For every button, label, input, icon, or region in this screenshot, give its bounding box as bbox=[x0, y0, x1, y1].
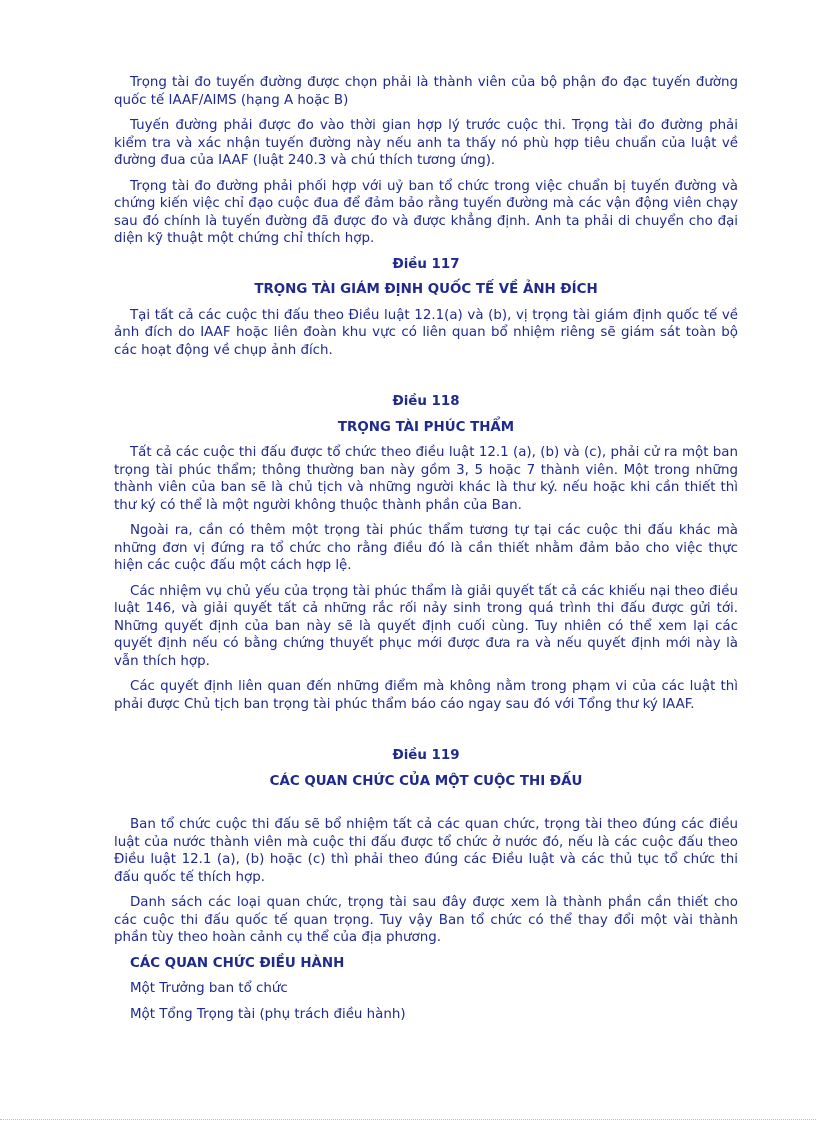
article-119-title: CÁC QUAN CHỨC CỦA MỘT CUỘC THI ĐẤU bbox=[269, 773, 583, 789]
page-bottom-border bbox=[0, 1119, 816, 1120]
paragraph: Tất cả các cuộc thi đấu được tổ chức theo điều luật 12.1 (a), (b) và (c), phải cử ra một ban trọng tài phúc thẩm; thông thường ban này gồm 3, 5 hoặc 7 thành viên. Một trong những thành viên của ban sẽ là chủ tịch và những người khác là thư ký. nếu hoặc khi cần thiết thì thư ký có thể là một người không thuộc thành phần của Ban. bbox=[114, 445, 738, 513]
paragraph: Danh sách các loại quan chức, trọng tài sau đây được xem là thành phần cần thiết cho các cuộc thi đấu quốc tế quan trọng. Tuy vậy Ban tổ chức có thể thay đổi một vài thành phần tùy theo hoàn cảnh cụ thể của địa phương. bbox=[114, 895, 738, 945]
paragraph: Các nhiệm vụ chủ yếu của trọng tài phúc thẩm là giải quyết tất cả các khiếu nại theo điều luật 146, và giải quyết tất cả những rắc rối nảy sinh trong quá trình thi đấu được gửi tới. Những quyết định của ban này sẽ là quyết định cuối cùng. Tuy nhiên có thể xem lại các quyết định nếu có bằng chứng thuyết phục mới được đưa ra và nếu quyết định mới này là vẫn thích hợp. bbox=[114, 583, 738, 669]
document-page bbox=[114, 74, 738, 1031]
paragraph: Trọng tài đo tuyến đường được chọn phải là thành viên của bộ phận đo đạc tuyến đường quốc tế IAAF/AIMS (hạng A hoặc B) bbox=[114, 75, 738, 108]
paragraph: Ngoài ra, cần có thêm một trọng tài phúc thẩm tương tự tại các cuộc thi đấu khác mà những đơn vị đứng ra tổ chức cho rằng điều đó là cần thiết nhằm đảm bảo cho việc thực hiện các cuộc đấu một cách hợp lệ. bbox=[114, 523, 738, 573]
section-subheading: CÁC QUAN CHỨC ĐIỀU HÀNH bbox=[130, 955, 345, 971]
article-118-number: Điều 118 bbox=[392, 394, 460, 409]
paragraph: Ban tổ chức cuộc thi đấu sẽ bổ nhiệm tất cả các quan chức, trọng tài theo đúng các điều luật của nước thành viên mà cuộc thi đấu được tổ chức ở nước đó, nếu là các cuộc đấu theo Điều luật 12.1 (a), (b) hoặc (c) thì phải theo đúng các Điều luật và các thủ tục tổ chức thi đấu quốc tế thích hợp. bbox=[114, 817, 738, 885]
article-118-title: TRỌNG TÀI PHÚC THẨM bbox=[337, 419, 515, 435]
list-item: Một Trưởng ban tổ chức bbox=[130, 981, 288, 996]
paragraph: Tại tất cả các cuộc thi đấu theo Điều luật 12.1(a) và (b), vị trọng tài giám định quốc tế về ảnh đích do IAAF hoặc liên đoàn khu vực có liên quan bổ nhiệm riêng sẽ giám sát toàn bộ các hoạt động về chụp ảnh đích. bbox=[114, 307, 738, 358]
paragraph: Trọng tài đo đường phải phối hợp với uỷ ban tổ chức trong việc chuẩn bị tuyến đường và chứng kiến việc chỉ đạo cuộc đua để đảm bảo rằng tuyến đường mà các vận động viên chạy sau đó chính là tuyến đường đã được đo và được khẳng định. Anh ta phải di chuyển cho đại diện kỹ thuật một chứng chỉ thích hợp. bbox=[114, 178, 738, 246]
article-117-number: Điều 117 bbox=[392, 256, 460, 272]
list-item: Một Tổng Trọng tài (phụ trách điều hành) bbox=[130, 1006, 406, 1022]
paragraph: Tuyến đường phải được đo vào thời gian hợp lý trước cuộc thi. Trọng tài đo đường phải kiểm tra và xác nhận tuyến đường này nếu anh ta thấy nó phù hợp tiêu chuẩn của luật về đường đua của IAAF (luật 240.3 và chú thích tương ứng). bbox=[114, 118, 738, 168]
article-119-number: Điều 119 bbox=[392, 748, 460, 763]
paragraph: Các quyết định liên quan đến những điểm mà không nằm trong phạm vi của các luật thì phải được Chủ tịch ban trọng tài phúc thẩm báo cáo ngay sau đó với Tổng thư ký IAAF. bbox=[114, 679, 738, 712]
article-117-title: TRỌNG TÀI GIÁM ĐỊNH QUỐC TẾ VỀ ẢNH ĐÍCH bbox=[254, 282, 598, 297]
